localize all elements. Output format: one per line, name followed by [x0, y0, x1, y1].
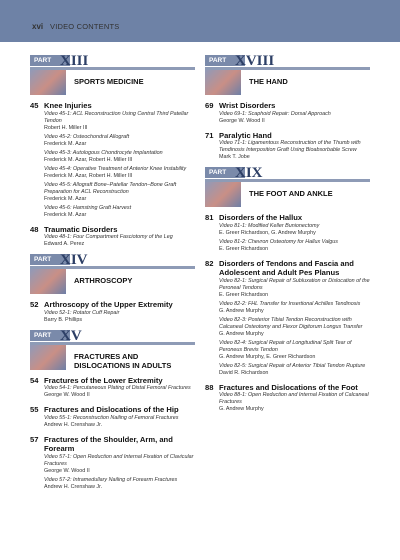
right-column	[205, 55, 370, 419]
chapter-number: 71	[205, 130, 214, 140]
chapter-number: 69	[205, 101, 214, 110]
chapter-number: 81	[205, 213, 214, 222]
video-entry	[219, 301, 370, 315]
video-author: Frederick M. Azar, Robert H. Miller III	[44, 172, 133, 179]
video-author: G. Andrew Murphy	[219, 307, 264, 314]
chapter-heading	[205, 131, 370, 141]
video-author: Robert H. Miller III	[44, 124, 88, 131]
chapter-entry	[30, 405, 195, 429]
part-title: THE FOOT AND ANKLE	[249, 189, 333, 198]
video-title: Video 82-1: Surgical Repair of Subluxation or Dislocation of the Peroneal Tendons	[219, 277, 370, 291]
part-title: THE HAND	[249, 77, 288, 86]
chapter-title: Fractures and Dislocations of the Foot	[219, 382, 358, 392]
chapter-entry	[205, 259, 370, 377]
video-entry	[219, 363, 370, 377]
video-entry	[44, 182, 195, 203]
video-author: Andrew H. Crenshaw Jr.	[44, 483, 103, 490]
part-label: PART	[30, 254, 70, 265]
video-title: Video 57-1: Open Reduction and Internal Fixation of Clavicular Fractures	[44, 453, 194, 467]
chapter-number: 88	[205, 382, 214, 392]
video-author: Edward A. Perez	[44, 241, 85, 247]
video-title: Video 82-5: Surgical Repair of Anterior Tibial Tendon Rupture	[219, 362, 366, 369]
video-entry	[44, 134, 195, 148]
chapter-entry	[30, 225, 195, 249]
video-entry	[44, 385, 195, 399]
video-author: Andrew H. Crenshaw Jr.	[44, 421, 103, 428]
chapter-number: 48	[30, 224, 39, 234]
chapter-title: Fractures of the Lower Extremity	[44, 375, 163, 385]
chapter-title: Disorders of the Hallux	[219, 213, 303, 222]
chapter-entry	[205, 383, 370, 414]
chapter-heading	[205, 101, 370, 111]
chapter-entry	[30, 376, 195, 400]
video-entry	[44, 454, 195, 475]
video-entry	[44, 415, 195, 429]
part-label: PART	[30, 330, 70, 341]
chapter-heading	[30, 101, 195, 111]
part-numeral: XIII	[60, 53, 89, 69]
chapter-number: 45	[30, 101, 39, 110]
video-title: Video 45-6: Hamstring Graft Harvest	[44, 204, 132, 211]
chapter-heading	[30, 376, 195, 386]
video-author: Frederick M. Azar	[44, 211, 87, 218]
chapter-heading	[205, 259, 370, 278]
chapter-title: Wrist Disorders	[219, 101, 276, 110]
part-label: PART	[205, 167, 245, 178]
page-title: VIDEO CONTENTS	[50, 22, 120, 31]
part-title: ARTHROSCOPY	[74, 276, 133, 285]
video-author: Frederick M. Azar	[44, 140, 87, 147]
part-image	[30, 342, 66, 370]
chapter-title: Knee Injuries	[44, 101, 92, 110]
chapter-heading	[30, 435, 195, 454]
video-author: E. Greer Richardson	[219, 245, 269, 252]
video-title: Video 55-1: Reconstruction Nailing of Femoral Fractures	[44, 414, 179, 421]
chapter-entry	[205, 131, 370, 162]
part-divider	[30, 266, 195, 269]
video-author: George W. Wood II	[44, 392, 90, 398]
chapter-heading	[30, 225, 195, 235]
part-divider	[205, 67, 370, 70]
video-entry	[44, 234, 195, 248]
part-header	[30, 55, 195, 95]
chapter-heading	[30, 405, 195, 415]
video-author: G. Andrew Murphy	[219, 330, 264, 337]
video-author: George W. Wood II	[44, 467, 90, 474]
video-entry	[219, 340, 370, 361]
video-author: E. Greer Richardson	[219, 291, 269, 298]
video-title: Video 69-1: Scaphoid Repair: Dorsal Approach	[219, 110, 331, 117]
chapter-number: 52	[30, 300, 39, 309]
chapter-entry	[205, 213, 370, 253]
chapter-entry	[205, 101, 370, 125]
video-author: Mark T. Jobe	[219, 154, 250, 160]
video-author: Barry B. Phillips	[44, 316, 83, 323]
video-title: Video 45-2: Osteochondral Allograft	[44, 133, 130, 140]
chapter-heading	[205, 383, 370, 393]
video-entry	[219, 278, 370, 299]
video-title: Video 54-1: Percutaneous Plating of Distal Femoral Fractures	[44, 385, 191, 391]
chapter-entry	[30, 435, 195, 491]
part-title: SPORTS MEDICINE	[74, 77, 144, 86]
video-entry	[219, 223, 370, 237]
video-title: Video 82-2: FHL Transfer for Insertional Achilles Tendinosis	[219, 300, 361, 307]
chapter-number: 82	[205, 258, 214, 268]
video-entry	[219, 392, 370, 413]
video-entry	[219, 111, 370, 125]
part-image	[205, 179, 241, 207]
chapter-title: Traumatic Disorders	[44, 224, 118, 234]
part-numeral: XIV	[60, 252, 88, 268]
video-title: Video 81-2: Chevron Osteotomy for Hallux Valgus	[219, 238, 338, 245]
chapter-title: Fractures of the Shoulder, Arm, and Forearm	[44, 434, 173, 453]
left-column	[30, 55, 195, 497]
part-header	[205, 167, 370, 207]
part-header	[30, 327, 195, 370]
video-author: Frederick M. Azar, Robert H. Miller III	[44, 156, 133, 163]
video-title: Video 82-4: Surgical Repair of Longitudinal Split Tear of Peroneus Brevis Tendon	[219, 339, 352, 353]
part-header	[205, 55, 370, 95]
video-title: Video 88-1: Open Reduction and Internal Fixation of Calcaneal Fractures	[219, 392, 369, 405]
chapter-entry	[30, 101, 195, 219]
video-title: Video 52-1: Rotator Cuff Repair	[44, 309, 120, 316]
part-header	[30, 254, 195, 294]
part-image	[205, 67, 241, 95]
video-title: Video 45-3: Autologous Chondrocyte Implantation	[44, 149, 163, 156]
video-entry	[44, 205, 195, 219]
part-numeral: XV	[60, 327, 82, 344]
video-author: G. Andrew Murphy, E. Greer Richardson	[219, 353, 316, 360]
video-author: E. Greer Richardson, G. Andrew Murphy	[219, 229, 316, 236]
part-image	[30, 67, 66, 95]
part-label: PART	[30, 55, 70, 66]
part-image	[30, 266, 66, 294]
video-title: Video 82-3: Posterior Tibial Tendon Reconstruction with Calcaneal Osteotomy and Flexor Digitorum Longus Transfer	[219, 316, 363, 330]
part-label: PART	[205, 55, 245, 66]
part-divider	[30, 342, 195, 345]
chapter-title: Fractures and Dislocations of the Hip	[44, 405, 179, 414]
video-author: Frederick M. Azar	[44, 195, 87, 202]
video-title: Video 71-1: Ligamentous Reconstruction of the Thumb with Tendinosis Interposition Graft Using Bioabsorbable Screw	[219, 140, 361, 153]
chapter-title: Arthroscopy of the Upper Extremity	[44, 300, 173, 309]
part-numeral: XVIII	[235, 53, 275, 69]
chapter-heading	[205, 213, 370, 223]
video-entry	[44, 150, 195, 164]
video-title: Video 45-5: Allograft Bone–Patellar Tendon–Bone Graft Preparation for ACL Reconstruction	[44, 181, 177, 195]
chapter-number: 55	[30, 405, 39, 414]
chapter-number: 57	[30, 434, 39, 444]
chapter-heading	[30, 300, 195, 310]
video-author: David R. Richardson	[219, 369, 269, 376]
video-title: Video 45-4: Operative Treatment of Anterior Knee Instability	[44, 165, 187, 172]
part-numeral: XIX	[235, 165, 263, 181]
video-title: Video 57-2: Intramedullary Nailing of Forearm Fractures	[44, 476, 178, 483]
video-entry	[44, 477, 195, 491]
part-title: FRACTURES AND DISLOCATIONS IN ADULTS	[74, 351, 172, 370]
video-title: Video 81-1: Modified Keller Bunionectomy	[219, 222, 320, 229]
video-author: George W. Wood II	[219, 117, 265, 124]
page-number: xvi	[32, 22, 44, 31]
video-title: Video 45-1: ACL Reconstruction Using Central Third Patellar Tendon	[44, 110, 189, 124]
header-bar	[0, 0, 400, 42]
video-entry	[219, 140, 370, 161]
part-divider	[30, 67, 195, 70]
chapter-entry	[30, 300, 195, 324]
video-entry	[44, 310, 195, 324]
video-entry	[219, 239, 370, 253]
chapter-number: 54	[30, 375, 39, 385]
part-divider	[205, 179, 370, 182]
chapter-title: Paralytic Hand	[219, 130, 272, 140]
chapter-title: Disorders of Tendons and Fascia and Adolescent and Adult Pes Planus	[219, 258, 354, 277]
video-author: G. Andrew Murphy	[219, 406, 264, 412]
video-entry	[44, 111, 195, 132]
video-title: Video 48-1: Four Compartment Fasciotomy of the Leg	[44, 234, 173, 240]
video-entry	[219, 317, 370, 338]
video-entry	[44, 166, 195, 180]
